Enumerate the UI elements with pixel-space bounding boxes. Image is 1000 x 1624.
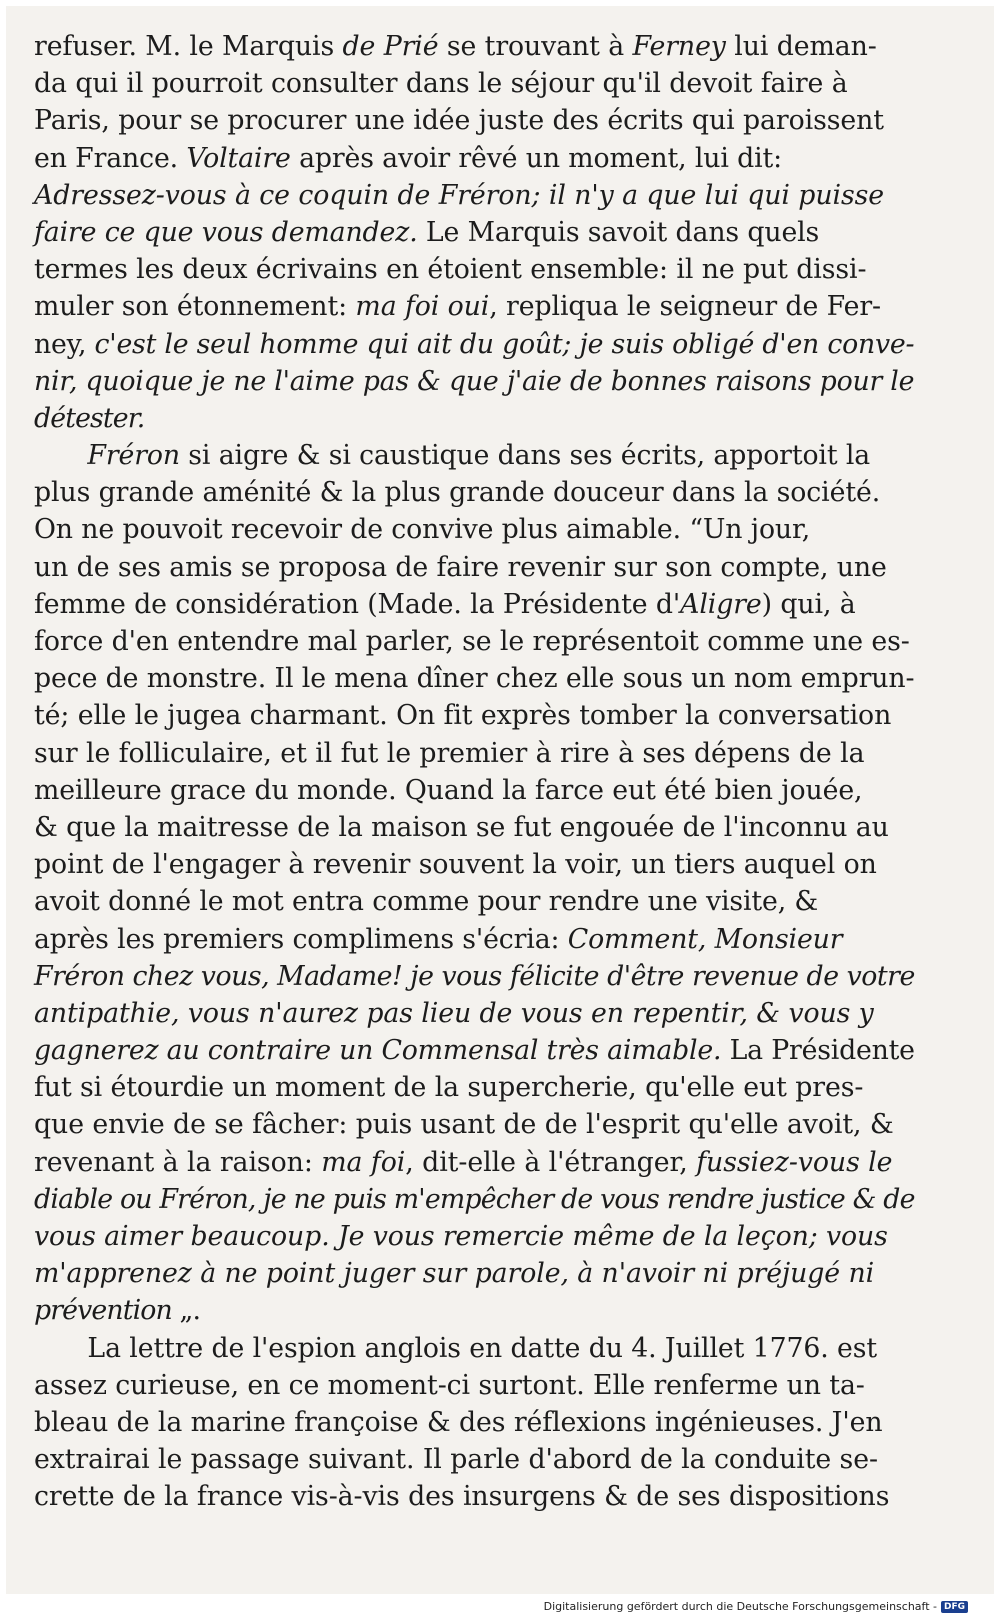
text-line (34, 214, 939, 251)
italic-text: gagnerez au contraire un Commensal très aimable. (34, 1034, 722, 1067)
text-line (34, 28, 939, 65)
digitization-credit (544, 1600, 968, 1613)
text-run: après avoir rêvé un moment, lui dit: (290, 141, 783, 174)
text-run: extrairai le passage suivant. Il parle d'abord de la conduite se- (34, 1443, 878, 1476)
text-line (34, 883, 939, 920)
italic-text: fussiez-vous le (696, 1145, 893, 1178)
text-run: crette de la france vis-à-vis des insurgens & de ses dispositions (34, 1480, 890, 1513)
text-line (34, 400, 939, 437)
italic-text: prévention (34, 1294, 172, 1327)
italic-text: ma foi (321, 1145, 406, 1178)
text-run: & que la maitresse de la maison se fut engouée de l'inconnu au (34, 810, 889, 843)
text-run: „. (171, 1294, 201, 1327)
text-line (34, 623, 939, 660)
text-line (34, 326, 939, 363)
text-run: té; elle le jugea charmant. On fit exprès tomber la conversation (34, 699, 892, 732)
text-line (34, 1292, 939, 1329)
text-line (34, 1330, 937, 1367)
text-run: se trouvant à (438, 30, 633, 62)
italic-text: nir, quoique je ne l'aime pas & que j'aie de bonnes raisons pour le (34, 364, 915, 397)
text-line (34, 846, 939, 883)
text-line (34, 474, 939, 511)
text-line (34, 772, 939, 809)
italic-text: antipathie, vous n'aurez pas lieu de vous en repentir, & vous y (34, 996, 874, 1029)
text-run: un de ses amis se proposa de faire revenir sur son compte, une (34, 550, 887, 583)
text-line (34, 1069, 939, 1106)
text-line (34, 549, 939, 586)
text-line (34, 251, 939, 288)
text-line (34, 1032, 939, 1069)
text-run: plus grande aménité & la plus grande douceur dans la société. (34, 476, 881, 509)
text-line (34, 1367, 939, 1404)
italic-text: diable ou Fréron, je ne puis m'empêcher de vous rendre justice & de (34, 1182, 915, 1215)
italic-text: Comment, Monsieur (567, 922, 843, 955)
text-line (34, 140, 939, 177)
text-run: meilleure grace du monde. Quand la farce eut été bien jouée, (34, 773, 863, 806)
text-run: fut si étourdie un moment de la supercherie, qu'elle eut pres- (34, 1071, 864, 1104)
text-run: femme de considération (Made. la Présidente d' (34, 587, 681, 620)
italic-text: ma foi oui (355, 290, 490, 323)
text-run: avoit donné le mot entra comme pour rendre une visite, & (34, 885, 819, 918)
text-run: La Présidente (721, 1034, 915, 1067)
text-run: La lettre de l'espion anglois en datte du 4. Juillet 1776. est (87, 1331, 878, 1364)
text-line (34, 735, 939, 772)
italic-text: Voltaire (186, 141, 291, 174)
credit-text: Digitalisierung gefördert durch die Deutsche Forschungsgemeinschaft - (543, 1600, 937, 1613)
text-line (34, 437, 937, 474)
italic-text: Adressez-vous à ce coquin de Fréron; il n'y a que lui qui puisse (34, 178, 885, 211)
text-line (34, 177, 939, 214)
text-line (34, 697, 939, 734)
text-line (34, 921, 939, 958)
text-line (34, 102, 939, 139)
text-line (34, 1144, 939, 1181)
text-run: force d'en entendre mal parler, se le représentoit comme une es- (34, 625, 910, 657)
text-run: en France. (34, 141, 187, 174)
dfg-logo: DFG (941, 1601, 968, 1613)
text-line (34, 363, 939, 400)
italic-text: Fréron chez vous, Madame! je vous félicite d'être revenue de votre (34, 959, 915, 992)
text-line (34, 660, 939, 697)
text-line (34, 288, 939, 325)
text-run: , repliqua le seigneur de Fer- (489, 290, 881, 323)
text-line (34, 1404, 939, 1441)
text-run: ) qui, à (761, 587, 856, 620)
text-line (34, 809, 939, 846)
text-run: refuser. (34, 30, 146, 62)
text-run: ney, (34, 327, 95, 360)
text-line (34, 1478, 939, 1515)
text-run: Le Marquis savoit dans quels (417, 215, 820, 248)
text-run: sur le folliculaire, et il fut le premier à rire à ses dépens de la (34, 736, 865, 769)
text-run: après les premiers complimens s'écria: (34, 922, 568, 955)
text-run: termes les deux écrivains en étoient ensemble: il ne put dissi- (34, 253, 867, 286)
text-line (34, 958, 939, 995)
text-line (34, 1218, 939, 1255)
text-run: revenant à la raison: (34, 1145, 322, 1178)
italic-text: c'est le seul homme qui ait du goût; je suis obligé d'en conve- (94, 327, 915, 360)
text-line (34, 1441, 939, 1478)
italic-text: Fréron (87, 439, 180, 472)
italic-text: détester. (34, 401, 145, 434)
italic-text: vous aimer beaucoup. Je vous remercie même de la leçon; vous (34, 1220, 888, 1252)
text-run: muler son étonnement: (34, 290, 356, 323)
scanned-page (6, 6, 994, 1594)
text-run: On ne pouvoit recevoir de convive plus aimable. “Un jour, (34, 513, 811, 546)
text-run: da qui il pourroit consulter dans le séjour qu'il devoit faire à (34, 67, 848, 100)
text-run: que envie de se fâcher: puis usant de de l'esprit qu'elle avoit, & (34, 1108, 894, 1141)
text-run: lui deman- (725, 30, 877, 62)
italic-text: m'apprenez à ne point juger sur parole, à n'avoir ni préjugé ni (34, 1257, 875, 1290)
text-run: pece de monstre. Il le mena dîner chez elle sous un nom emprun- (34, 662, 915, 695)
text-line (34, 1106, 939, 1143)
italic-text: de Prié (342, 30, 439, 62)
text-line (34, 65, 939, 102)
text-run: point de l'engager à revenir souvent la voir, un tiers auquel on (34, 848, 877, 881)
text-run: assez curieuse, en ce moment-ci surtont. Elle renferme un ta- (34, 1368, 865, 1401)
italic-text: Aligre (680, 587, 762, 620)
text-run: si aigre & si caustique dans ses écrits, apportoit la (179, 439, 871, 472)
italic-text: Ferney (632, 30, 726, 62)
text-run: M. le Marquis (145, 30, 343, 62)
text-run: bleau de la marine françoise & des réflexions ingénieuses. J'en (34, 1405, 883, 1438)
text-run: , dit-elle à l'étranger, (405, 1145, 697, 1178)
italic-text: faire ce que vous demandez. (34, 215, 418, 248)
text-line (34, 586, 939, 623)
text-line (34, 995, 939, 1032)
text-line (34, 1181, 939, 1218)
text-line (34, 1255, 939, 1292)
page-body-text (34, 28, 964, 1516)
text-run: Paris, pour se procurer une idée juste des écrits qui paroissent (34, 104, 884, 137)
text-line (34, 511, 939, 548)
